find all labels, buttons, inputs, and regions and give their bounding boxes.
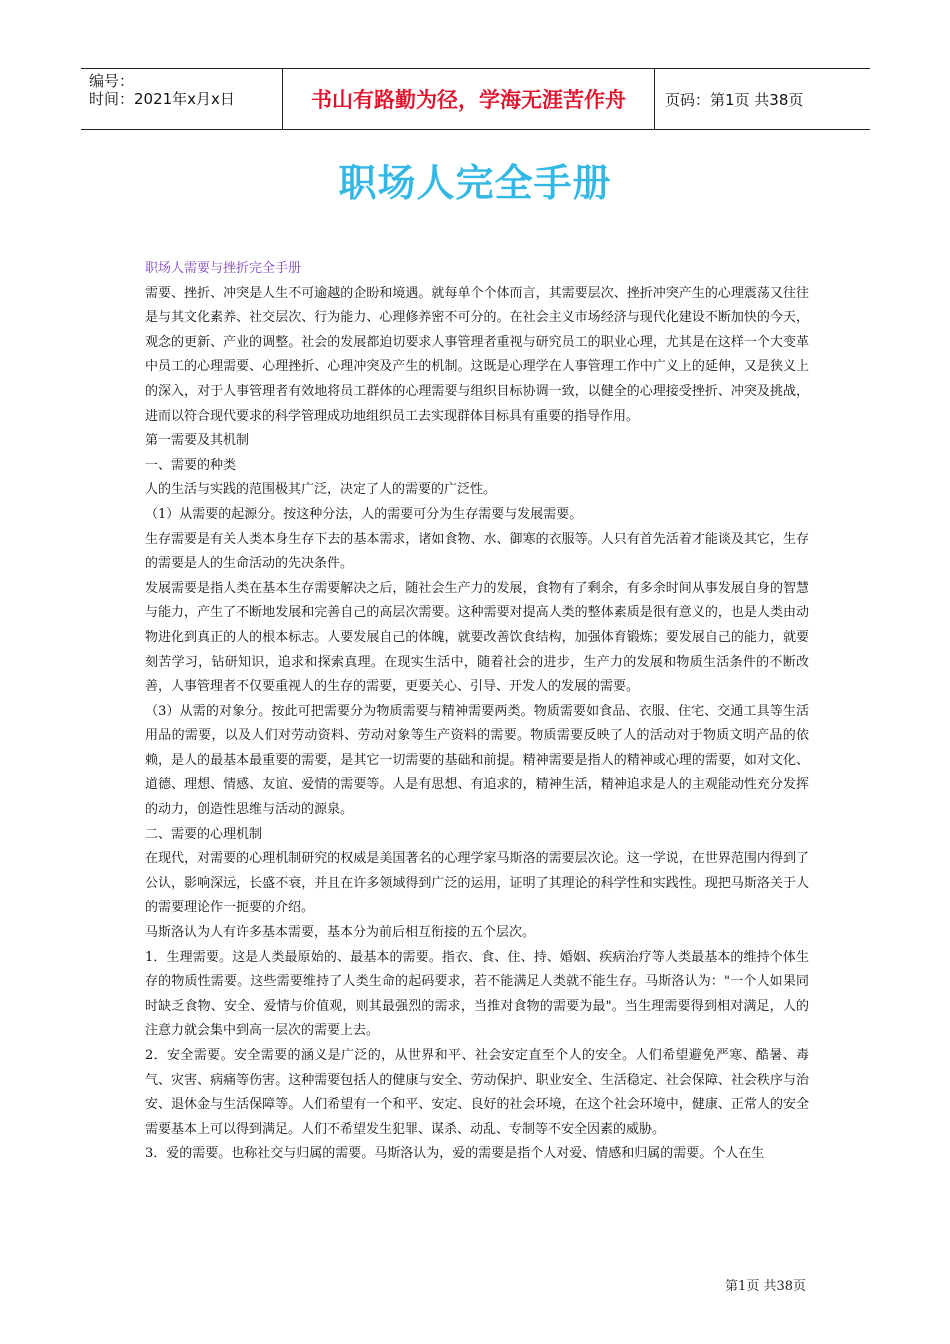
section-heading: 二、需要的心理机制 (145, 826, 263, 842)
page-header (81, 68, 870, 130)
header-motto: 书山有路勤为径，学海无涯苦作舟 (283, 69, 655, 129)
paragraph: （3）从需的对象分。按此可把需要分为物质需要与精神需要两类。物质需要如食品、衣服、住宅、交通工具等生活用品的需要，以及人们对劳动资料、劳动对象等生产资料的需要。物质需要反映了人的活动对于物质文明产品的依赖，是人的最基本最重要的需要，是其它一切需要的基础和前提。精神需要是指人的精神或心理的需要，如对文化、道德、理想、情感、友谊、爱情的需要等。人是有思想、有追求的，精神生活，精神追求是人的主观能动性充分发挥的动力，创造性思维与活动的源泉。 (145, 703, 809, 818)
paragraph: 在现代，对需要的心理机制研究的权威是美国著名的心理学家马斯洛的需要层次论。这一学说，在世界范围内得到了公认，影响深远，长盛不衰，并且在许多领域得到广泛的运用，证明了其理论的科学性和实践性。现把马斯洛关于人的需要理论作一扼要的介绍。 (145, 851, 809, 916)
paragraph: 马斯洛认为人有许多基本需要，基本分为前后相互衔接的五个层次。 (145, 925, 536, 941)
paragraph: 1．生理需要。这是人类最原始的、最基本的需要。指衣、食、住、持、婚姻、疾病治疗等人类最基本的维持个体生存的物质性需要。这些需要维持了人类生命的起码要求，若不能满足人类就不能生存。马斯洛认为："一个人如果同时缺乏食物、安全、爱情与价值观，则其最强烈的需求，当推对食物的需要为最"。当生理需要得到相对满足，人的注意力就会集中到高一层次的需要上去。 (145, 949, 809, 1039)
section-heading: 一、需要的种类 (145, 457, 237, 473)
paragraph: 人的生活与实践的范围极其广泛，决定了人的需要的广泛性。 (145, 482, 497, 498)
page-footer: 第1页 共38页 (725, 1279, 806, 1294)
paragraph: 生存需要是有关人类本身生存下去的基本需求，诸如食物、水、御寒的衣服等。人只有首先活着才能谈及其它，生存的需要是人的生命活动的先决条件。 (145, 531, 809, 572)
section-heading: 第一需要及其机制 (145, 433, 250, 449)
document-title: 职场人完全手册 (338, 161, 612, 205)
header-page-label: 页码：第1页 共38页 (665, 90, 804, 109)
paragraph: 3．爱的需要。也称社交与归属的需要。马斯洛认为，爱的需要是指个人对爱、情感和归属的需要。个人在生 (145, 1146, 765, 1162)
paragraph: 发展需要是指人类在基本生存需要解决之后，随社会生产力的发展，食物有了剩余，有多余时间从事发展自身的智慧与能力，产生了不断地发展和完善自己的高层次需要。这种需要对提高人类的整体素质是很有意义的，也是人类由动物进化到真正的人的根本标志。人要发展自己的体魄，就要改善饮食结构，加强体育锻炼；要发展自己的能力，就要刻苦学习，钻研知识，追求和探索真理。在现实生活中，随着社会的进步，生产力的发展和物质生活条件的不断改善，人事管理者不仅要重视人的生存的需要，更要关心、引导、开发人的发展的需要。 (145, 580, 809, 695)
paragraph: （1）从需要的起源分。按这种分法，人的需要可分为生存需要与发展需要。 (145, 506, 583, 522)
section-subtitle: 职场人需要与挫折完全手册 (145, 261, 302, 276)
header-meta (81, 69, 283, 129)
document-body (145, 257, 809, 1167)
document-number-label: 编号： (89, 72, 135, 90)
paragraph: 2．安全需要。安全需要的涵义是广泛的，从世界和平、社会安定直至个人的安全。人们希望避免严寒、酷暑、毒气、灾害、病痛等伤害。这种需要包括人的健康与安全、劳动保护、职业安全、生活稳定、社会保障、社会秩序与治安、退休金与生活保障等。人们希望有一个和平、安定、良好的社会环境，在这个社会环境中，健康、正常人的安全需要基本上可以得到满足。人们不希望发生犯罪、谋杀、动乱、专制等不安全因素的威胁。 (145, 1048, 809, 1137)
paragraph: 需要、挫折、冲突是人生不可逾越的企盼和境遇。就每单个个体而言，其需要层次、挫折冲突产生的心理震荡又往往是与其文化素养、社交层次、行为能力、心理修养密不可分的。在社会主义市场经济与现代化建设不断加快的今天，观念的更新、产业的调整。社会的发展都迫切要求人事管理者重视与研究员工的职业心理，尤其是在这样一个大变革中员工的心理需要、心理挫折、心理冲突及产生的机制。这既是心理学在人事管理工作中广义上的延伸，又是狭义上的深入，对于人事管理者有效地将员工群体的心理需要与组织目标协调一致，以健全的心理接受挫折、冲突及挑战，进而以符合现代要求的科学管理成功地组织员工去实现群体目标具有重要的指导作用。 (145, 285, 809, 424)
document-date-label: 时间：2021年x月x日 (89, 90, 235, 108)
